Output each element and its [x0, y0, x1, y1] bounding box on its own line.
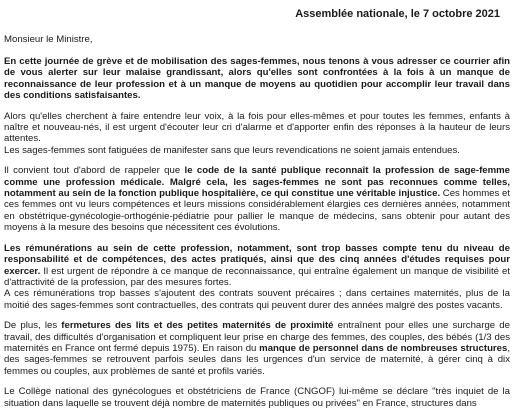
- salutation: Monsieur le Ministre,: [4, 34, 93, 45]
- closures-emergency: , des sages-femmes se retrouvent parfois seules dans les urgences d'un service de maternité, à gérer cinq à dix femmes ou couples, aux problèmes de santé et profils variés.: [4, 342, 511, 377]
- recognition-lead: Il convient tout d'abord de rappeler que: [4, 165, 185, 177]
- voices-text: Alors qu'elles cherchent à faire entendre leur voix, à la fois pour elles-mêmes et pour toutes les femmes, enfants à naître et nouveau-nés, il est urgent d'écouter leur cri d'alarme et d'apporter enfin des réponses à la hauteur de leurs attentes.: [4, 110, 510, 145]
- paragraph-intro: [4, 56, 510, 102]
- recognition-missions: Ces hommes et ces femmes ont vu leurs compétences et leurs missions considérablement élargies ces dernières années, notamment en obstétrique-gynécologie-orthogénie-pédiatrie pour pallier le manque de médecins, sans obtenir pour autant des moyens à la mesure des besoins que nécessitent ces évolutions.: [4, 188, 510, 234]
- remuneration-urgency: Il est urgent de répondre à ce manque de reconnaissance, qui entraîne également un manque de visibilité et d'attractivité de la profession, par des mesures fortes.: [4, 265, 510, 288]
- remuneration-contracts: A ces rémunérations trop basses s'ajoutent des contrats souvent précaires ; dans certaines maternités, plus de la moitié des sages-femmes sont contractuelles, des contrats qui peuvent durer des années malgré des postes vacants.: [4, 288, 510, 311]
- intro-text: En cette journée de grève et de mobilisation des sages-femmes, nous tenons à vous adresser ce courrier afin de vous alerter sur leur malaise grandissant, alors qu'elles sont confrontées à la fois à un manque de reconnaissance de leur profession et à un manque de moyens au quotidien pour accomplir leur travail dans des conditions satisfaisantes.: [4, 56, 510, 102]
- remuneration-lead: Les rémunérations au sein de cette profession, notamment, sont trop basses compte tenu du niveau de responsabilité et de compétences, des actes pratiqués, ainsi que des cinq années d'études requises pour exercer.: [4, 242, 510, 277]
- recognition-code: le code de la santé publique reconnaît la profession de sage-femme comme une profession médicale: [4, 165, 510, 188]
- paragraph-voices: [4, 111, 510, 157]
- fatigue-text: Les sages-femmes sont fatiguées de manifester sans que leurs revendications ne soient jamais entendues.: [4, 144, 460, 156]
- dateline: Assemblée nationale, le 7 octobre 2021: [295, 8, 500, 20]
- paragraph-recognition: [4, 165, 510, 233]
- closures-consequences: entraînent pour elles une surcharge de travail, des difficultés d'organisation et compliquent leur prise en charge des femmes, des couples, des bébés (1/3 des maternités en France ont fermé depuis 1975). En raison du: [4, 320, 510, 354]
- paragraph-closures: [4, 320, 510, 377]
- paragraph-remuneration: [4, 243, 510, 311]
- recognition-injustice: . Malgré cela, les sages-femmes ne sont pas reconnues comme telles, notamment au sein de la fonction publique hospitalière, ce qui constitue une véritable injustice.: [4, 176, 510, 200]
- paragraph-cngof: [4, 386, 510, 409]
- cngof-text: Le Collège national des gynécologues et obstétriciens de France (CNGOF) lui-même se déclare "très inquiet de la situation dans laquelle se trouvent déjà nombre de maternités publiques ou privées" en France, structures dans: [4, 386, 510, 409]
- closures-lead: De plus, les: [4, 320, 62, 332]
- closures-staff: manque de personnel dans de nombreuses structures: [259, 342, 508, 354]
- letter-body: [4, 56, 510, 418]
- closures-beds: fermetures des lits et des petites maternités de proximité: [61, 320, 334, 332]
